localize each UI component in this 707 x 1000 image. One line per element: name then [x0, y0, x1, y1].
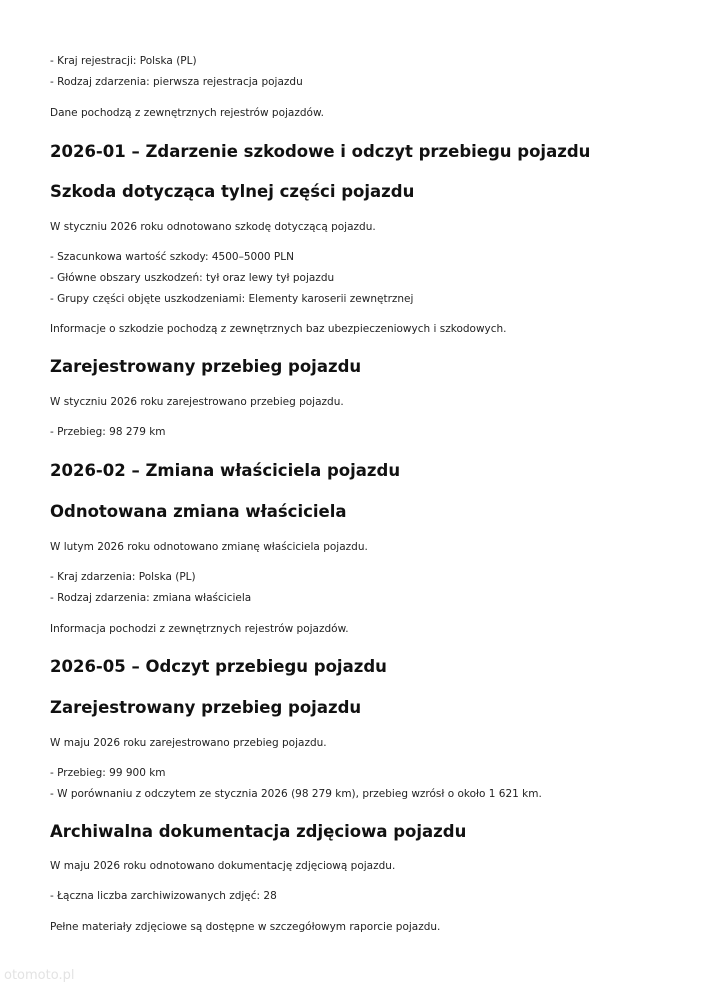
section-intro: W styczniu 2026 roku odnotowano szkodę dotyczącą pojazdu.	[50, 221, 376, 233]
list-item: - Grupy części objęte uszkodzeniami: Elementy karoserii zewnętrznej	[50, 293, 414, 305]
watermark: otomoto.pl	[4, 968, 75, 983]
section-intro: W lutym 2026 roku odnotowano zmianę właściciela pojazdu.	[50, 541, 368, 553]
source-note: Dane pochodzą z zewnętrznych rejestrów pojazdów.	[50, 107, 324, 119]
source-note: Pełne materiały zdjęciowe są dostępne w szczegółowym raporcie pojazdu.	[50, 921, 441, 933]
list-item: - W porównaniu z odczytem ze stycznia 2026 (98 279 km), przebieg wzrósł o około 1 621 km.	[50, 788, 542, 800]
section-heading: Zarejestrowany przebieg pojazdu	[50, 357, 362, 376]
source-note: Informacje o szkodzie pochodzą z zewnętrznych baz ubezpieczeniowych i szkodowych.	[50, 323, 507, 335]
section-intro: W maju 2026 roku zarejestrowano przebieg pojazdu.	[50, 737, 327, 749]
list-item: - Rodzaj zdarzenia: pierwsza rejestracja pojazdu	[50, 76, 303, 88]
event-heading: 2026-02 – Zmiana właściciela pojazdu	[50, 461, 401, 480]
list-item: - Przebieg: 99 900 km	[50, 767, 166, 779]
list-item: - Łączna liczba zarchiwizowanych zdjęć: 28	[50, 890, 277, 902]
section-intro: W maju 2026 roku odnotowano dokumentację zdjęciową pojazdu.	[50, 860, 396, 872]
section-heading: Szkoda dotycząca tylnej części pojazdu	[50, 182, 415, 201]
list-item: - Rodzaj zdarzenia: zmiana właściciela	[50, 592, 252, 604]
list-item: - Kraj rejestracji: Polska (PL)	[50, 55, 197, 67]
section-heading: Archiwalna dokumentacja zdjęciowa pojazdu	[50, 822, 467, 841]
section-heading: Odnotowana zmiana właściciela	[50, 502, 347, 521]
section-intro: W styczniu 2026 roku zarejestrowano przebieg pojazdu.	[50, 396, 344, 408]
list-item: - Przebieg: 98 279 km	[50, 426, 166, 438]
event-heading: 2026-05 – Odczyt przebiegu pojazdu	[50, 657, 387, 676]
list-item: - Szacunkowa wartość szkody: 4500–5000 PLN	[50, 251, 294, 263]
source-note: Informacja pochodzi z zewnętrznych rejestrów pojazdów.	[50, 623, 349, 635]
section-heading: Zarejestrowany przebieg pojazdu	[50, 698, 362, 717]
list-item: - Główne obszary uszkodzeń: tył oraz lewy tył pojazdu	[50, 272, 335, 284]
event-heading: 2026-01 – Zdarzenie szkodowe i odczyt przebiegu pojazdu	[50, 142, 591, 161]
list-item: - Kraj zdarzenia: Polska (PL)	[50, 571, 196, 583]
